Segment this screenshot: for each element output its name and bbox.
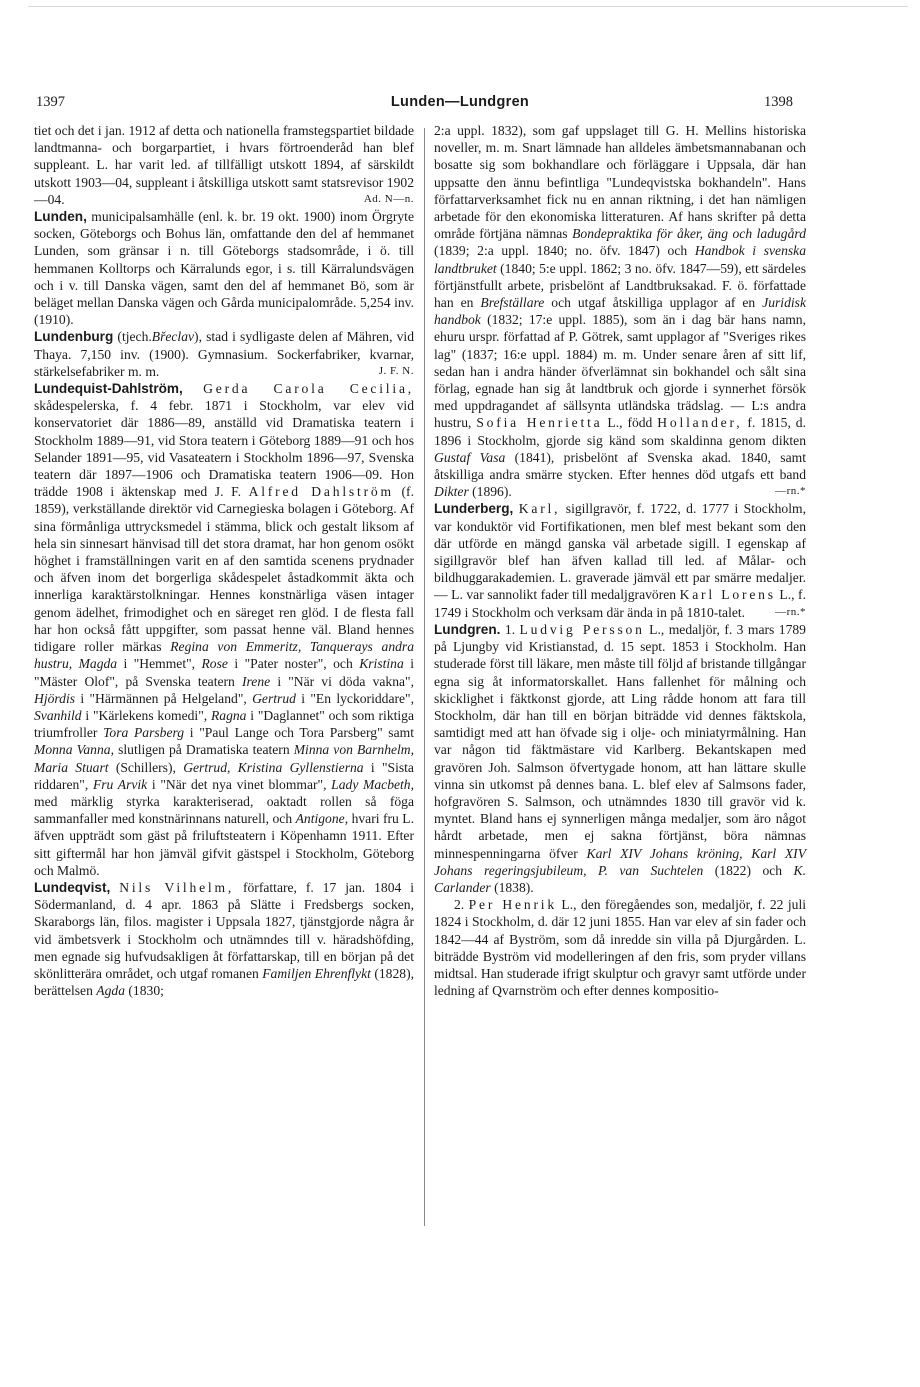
headword: Lundgren. bbox=[434, 621, 501, 637]
headword: Lunderberg, bbox=[434, 501, 514, 517]
right-column bbox=[434, 122, 806, 999]
entry-lundequist-dahlstrom: Lundequist-Dahlström, Gerda Carola Cecilia, skådespelerska, f. 4 febr. 1871 i Stockholm, var elev vid konservatoriet där 1886—89, anställd vid Dramatiska teatern i Stockholm 1889—91, vid Stora teatern i Göteborg 1889—91 och hos Selander 1891—95, vid Vasateatern i Stockholm 1896—97, Svenska teatern där 1897—1906 och Dramatiska teatern 1906—09. Hon trädde 1908 i äktenskap med J. F. Alfred Dahlström (f. 1859), verkställande direktör vid Carnegieska bolagen i Göteborg. Af sina förmånliga uttrycksmedel i stämma, blick och gestalt liksom af hela sin sinnesart hänvisad till det stora dramat, har hon genom osökt höghet i framställningen varit en af den samtida scenens prydnader och äfven inom det borgerliga skådespelet åstadkommit äkta och innerliga karaktärstolkningar. Hennes konstnärliga väsen intager genom ädelhet, frimodighet och en säreget ren glöd. I de flesta fall har hon också fått uppgifter, som passat henne väl. Bland hennes tidigare roller märkas Regina von Emmeritz, Tanquerays andra hustru, Magda i "Hemmet", Rose i "Pater noster", och Kristina i "Mäster Olof", på Svenska teatern Irene i "När vi döda vakna", Hjördis i "Härmännen på Helgeland", Gertrud i "En lyckoriddare", Svanhild i "Kärlekens komedi", Ragna i "Daglannet" och som riktiga triumfroller Tora Parsberg i "Paul Lange och Tora Parsberg" samt Monna Vanna, slutligen på Dramatiska teatern Minna von Barnhelm, Maria Stuart (Schillers), Gertrud, Kristina Gyllenstierna i "Sista riddaren", Fru Arvik i "När det nya vinet blommar", Lady Macbeth, med märklig styrka karakteriserad, oaktadt rollen så föga sammanfaller med konstnärinnans naturell, och Antigone, hvari fru L. äfven uppträdt som gäst på friluftsteatern i Köpenhamn 1911. Efter sitt giftermål har hon jämväl gifvit gästspel i Stockholm, Göteborg och Malmö. bbox=[34, 381, 415, 878]
page-header bbox=[0, 94, 920, 116]
spaced-name: Karl Lorens bbox=[679, 587, 776, 603]
running-head: Lunden—Lundgren bbox=[390, 94, 530, 110]
entry-lundenburg: Lundenburg (tjech.Břeclav), stad i sydligaste delen af Mähren, vid Thaya. 7,150 inv. (1900). Gymnasium. Sockerfabriker, kvarnar, stärkelsefabriker m. m. J. F. N. bbox=[34, 329, 414, 379]
signature: Ad. N—n. bbox=[363, 192, 414, 205]
page-number-right: 1398 bbox=[764, 94, 793, 110]
left-column bbox=[34, 122, 414, 999]
spaced-name: Sofia Henrietta bbox=[476, 415, 603, 431]
signature: —rn.* bbox=[775, 605, 806, 618]
headword: Lundequist-Dahlström, bbox=[34, 381, 183, 397]
signature: J. F. N. bbox=[378, 364, 414, 377]
headword: Lundenburg bbox=[34, 329, 114, 345]
spaced-name: Per Henrik bbox=[468, 897, 557, 913]
spaced-name: Ludvig Persson bbox=[519, 621, 645, 637]
continued-entry: tiet och det i jan. 1912 af detta och nationella framstegspartiet bildade landtmanna- och borgarpartiet, i hvars förtroenderåd han blef suppleant. L. har varit led. af tillfälligt utskott 1894, af särskildt utskott 1903—04, suppleant i åtskilliga utskott samt statsrevisor 1902—04. Ad. N—n. bbox=[34, 123, 414, 207]
top-edge-rule bbox=[28, 6, 908, 7]
spaced-name: Hollander, bbox=[657, 415, 743, 431]
entry-lundeqvist-continued: 2:a uppl. 1832), som gaf uppslaget till G. H. Mellins historiska noveller, m. m. Snart lämnade han alldeles ämbetsmannabanan och bosatte sig som bokhandlare och förläggare i Uppsala, där han uppsatte den ännu befintliga "Lundeqvistska bokhandeln". Hans författarverksamhet fick nu en annan riktning, i det han nämligen arbetade för den ekonomiska litteraturen. Af hans skrifter på detta område förtjäna nämnas Bondepraktika för åker, äng och ladugård (1839; 2:a uppl. 1840; no. öfv. 1847) och Handbok i svenska landtbruket (1840; 5:e uppl. 1862; 3 no. öfv. 1847—59), ett särdeles förtjänstfullt arbete, prisbelönt af Landtbruksakad. F. ö. författade han en Brefställare och utgaf åtskilliga upplagor af en Juridisk handbok (1832; 17:e uppl. 1885), som än i dag bär hans namn, ehuru urspr. författad af P. Götrek, samt upplagor af "Sveriges rikes lag" (1837; 16:e uppl. 1884) m. m. Under senare åren af sitt lif, sedan han i andra händer öfverlämnat sin bokhandel och sålt sina förlag, egnade han sig åt landtbruk och gjorde i synnerhet försök med uppdragandet af sällsynta utländska trädslag. — L:s andra hustru, Sofia Henrietta L., född Hollander, f. 1815, d. 1896 i Stockholm, gjorde sig känd som skaldinna genom dikten Gustaf Vasa (1841), prisbelönt af Svenska akad. 1840, samt åtskilliga andra smärre stycken. Efter hennes död utgafs ett band Dikter (1896). —rn.* bbox=[434, 123, 807, 500]
page-number-left: 1397 bbox=[36, 94, 65, 110]
signature: —rn.* bbox=[775, 485, 806, 498]
headword: Lunden, bbox=[34, 209, 87, 225]
entry-lunderberg: Lunderberg, Karl, sigillgravör, f. 1722, d. 1777 i Stockholm, var konduktör vid Fortifikationen, men blef mest bekant som den där utförde en mängd ganska väl arbetade sigill. I egenskap af sigillgravör blef han äfven kallad till led. af Målar- och bildhuggarakademien. L. graverade jämväl ett par smärre medaljer. — L. var sannolikt fader till medaljgravören Karl Lorens L., f. 1749 i Stockholm och verksam där ända in på 1810-talet. —rn.* bbox=[434, 501, 806, 620]
entry-lundgren: Lundgren. 1. Ludvig Persson L., medaljör, f. 3 mars 1789 på Ljungby vid Kristianstad, d. 15 sept. 1853 i Stockholm. Han studerade först till läkare, men måste till följd af bristande tillgångar egna sig åt informatorskallet. Hans fallenhet för målning och skicklighet i fäktkonst gjorde, att Ling rådde honom att fara till Stockholm, där han till en början biträdde vid dennes fäktskola, samtidigt med att han öfvade sig i olje- och miniatyrmålning. Han var någon tid fäktmästare vid Karlberg. Bekantskapen med gravören Joh. Salmson öfvertygade honom, att han lättare skulle vinna sin utkomst på dennes bana. L. blef elev af Salmsons fader, hofgravören S. Salmson, och utnämndes 1830 till gravör vid k. myntet. Bland hans ej synnerligen många medaljer, som äro något hårdt arbetade, men ej sakna förtjänst, böra nämnas minnespenningarna öfver Karl XIV Johans kröning, Karl XIV Johans regeringsjubileum, P. van Suchtelen (1822) och K. Carlander (1838). bbox=[434, 621, 806, 895]
entry-lundeqvist: Lundeqvist, Nils Vilhelm, författare, f. 17 jan. 1804 i Södermanland, d. 4 apr. 1863 på Slätte i Fredsbergs socken, Skaraborgs län, filos. magister i Uppsala 1827, tjänstgjorde några år vid ämbetsverk i Stockholm och utnämndes till v. häradshöfding, men egnade sig hufvudsakligen åt författarskap, till en början på det skönlitterära området, och utgaf romanen Familjen Ehrenflykt (1828), berättelsen Agda (1830; bbox=[34, 879, 414, 999]
column-divider bbox=[424, 128, 425, 1226]
entry-lunden: Lunden, municipalsamhälle (enl. k. br. 19 okt. 1900) inom Örgryte socken, Göteborgs och Bohus län, omfattande den del af hemmanet Lunden, som gränsar i n. till Göteborgs stadsområde, i ö. till hemmanen Kolltorps och Kärralunds egor, i s. till Kärralundsvägen och i v. till Danska vägen, samt den del af hemmanet Bö, som är beläget mellan Danska vägen och Gårda municipalområde. 5,254 inv. (1910). bbox=[34, 209, 414, 328]
spaced-name: Alfred Dahlström bbox=[248, 484, 394, 500]
spaced-name: Gerda Carola Cecilia, bbox=[203, 381, 414, 397]
spaced-name: Karl, bbox=[518, 501, 561, 517]
headword: Lundeqvist, bbox=[34, 879, 111, 895]
entry-lundgren-2: 2. Per Henrik L., den föregåendes son, medaljör, f. 22 juli 1824 i Stockholm, d. där 12 juni 1855. Han var elev af sin fader och 1842—44 af Byström, som då inredde sin villa på Djurgården. L. biträdde Byström vid modelleringen af den fris, som pryder villans midtsal. Han studerade ifrigt skulptur och gravyr samt utförde under ledning af Qvarnström och efter dennes kompositio- bbox=[434, 897, 806, 999]
spaced-name: Nils Vilhelm, bbox=[119, 879, 235, 895]
